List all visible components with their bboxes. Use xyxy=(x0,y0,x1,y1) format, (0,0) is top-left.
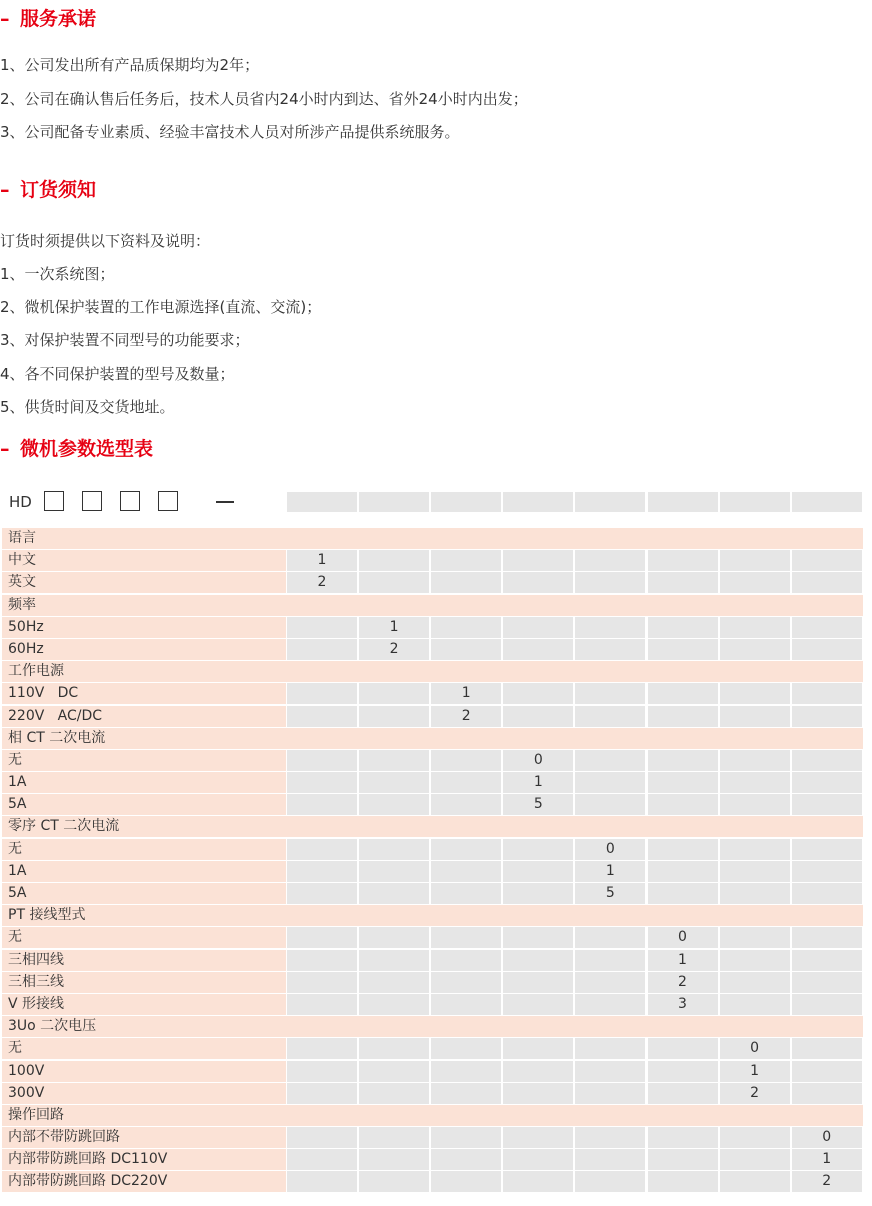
empty-cell xyxy=(503,950,573,971)
empty-cell xyxy=(287,639,357,660)
option-label: 内部带防跳回路 DC110V xyxy=(8,1151,168,1168)
option-code-cell: 1 xyxy=(503,772,573,793)
code-header-cell xyxy=(431,492,501,512)
order-line: 2、微机保护装置的工作电源选择(直流、交流)； xyxy=(0,298,322,316)
option-label-bg xyxy=(2,861,286,882)
option-label-bg xyxy=(2,772,286,793)
option-row xyxy=(2,617,863,638)
empty-cell xyxy=(720,839,790,860)
option-label: 50Hz xyxy=(8,618,44,635)
category-row xyxy=(2,816,863,837)
empty-cell xyxy=(575,1171,645,1192)
empty-cell xyxy=(503,994,573,1015)
option-label: 110V DC xyxy=(8,685,79,702)
option-code-cell: 2 xyxy=(359,639,429,660)
empty-cell xyxy=(359,1149,429,1170)
empty-cell xyxy=(431,839,501,860)
empty-cell xyxy=(720,1171,790,1192)
option-code-cell: 5 xyxy=(503,794,573,815)
empty-cell xyxy=(503,861,573,882)
empty-cell xyxy=(648,1127,718,1148)
option-code-cell: 2 xyxy=(431,706,501,727)
empty-cell xyxy=(575,750,645,771)
empty-cell xyxy=(431,1038,501,1059)
empty-cell xyxy=(503,883,573,904)
code-box-icon xyxy=(44,491,64,511)
empty-cell xyxy=(648,772,718,793)
empty-cell xyxy=(720,550,790,571)
empty-cell xyxy=(720,794,790,815)
option-label: 1A xyxy=(8,774,27,791)
category-label: 相 CT 二次电流 xyxy=(8,729,106,746)
empty-cell xyxy=(431,1149,501,1170)
empty-cell xyxy=(575,572,645,593)
option-label: 无 xyxy=(8,929,22,946)
empty-cell xyxy=(792,950,862,971)
empty-cell xyxy=(792,750,862,771)
code-box-icon xyxy=(158,491,178,511)
option-label: 无 xyxy=(8,751,22,768)
empty-cell xyxy=(720,1127,790,1148)
empty-cell xyxy=(648,617,718,638)
empty-cell xyxy=(792,794,862,815)
option-code-cell: 1 xyxy=(575,861,645,882)
option-label: 100V xyxy=(8,1062,45,1079)
section-title-text: 订货须知 xyxy=(20,179,97,201)
empty-cell xyxy=(287,1038,357,1059)
category-label: 3Uo 二次电压 xyxy=(8,1018,97,1035)
category-row xyxy=(2,728,863,749)
option-label: 中文 xyxy=(8,552,36,569)
option-row xyxy=(2,1171,863,1192)
empty-cell xyxy=(287,794,357,815)
option-code-cell: 1 xyxy=(359,617,429,638)
empty-cell xyxy=(431,617,501,638)
category-label: 频率 xyxy=(8,596,36,613)
option-code-cell: 1 xyxy=(720,1061,790,1082)
empty-cell xyxy=(792,1083,862,1104)
empty-cell xyxy=(359,750,429,771)
category-row xyxy=(2,1105,863,1126)
empty-cell xyxy=(648,683,718,704)
service-line: 1、公司发出所有产品质保期均为2年； xyxy=(0,56,260,74)
empty-cell xyxy=(431,950,501,971)
empty-cell xyxy=(431,572,501,593)
option-code-cell: 0 xyxy=(720,1038,790,1059)
empty-cell xyxy=(431,750,501,771)
option-row xyxy=(2,1038,863,1059)
empty-cell xyxy=(792,972,862,993)
section-title-text: 微机参数选型表 xyxy=(20,438,154,460)
empty-cell xyxy=(359,683,429,704)
option-label: 60Hz xyxy=(8,640,44,657)
option-label-bg xyxy=(2,927,286,948)
empty-cell xyxy=(287,1083,357,1104)
empty-cell xyxy=(431,550,501,571)
empty-cell xyxy=(431,883,501,904)
empty-cell xyxy=(359,994,429,1015)
empty-cell xyxy=(720,950,790,971)
code-header-cell xyxy=(503,492,573,512)
empty-cell xyxy=(503,639,573,660)
empty-cell xyxy=(575,994,645,1015)
empty-cell xyxy=(648,1149,718,1170)
empty-cell xyxy=(575,772,645,793)
code-header-cell xyxy=(287,492,357,512)
empty-cell xyxy=(648,639,718,660)
empty-cell xyxy=(359,861,429,882)
empty-cell xyxy=(792,1061,862,1082)
category-label: 零序 CT 二次电流 xyxy=(8,818,120,835)
empty-cell xyxy=(575,972,645,993)
empty-cell xyxy=(287,972,357,993)
empty-cell xyxy=(431,1083,501,1104)
title-dash-icon: – xyxy=(0,179,10,201)
option-label: 300V xyxy=(8,1084,45,1101)
empty-cell xyxy=(792,550,862,571)
empty-cell xyxy=(792,572,862,593)
option-row xyxy=(2,1149,863,1170)
option-row xyxy=(2,750,863,771)
empty-cell xyxy=(720,572,790,593)
empty-cell xyxy=(359,927,429,948)
category-row xyxy=(2,1016,863,1037)
empty-cell xyxy=(792,639,862,660)
option-code-cell: 0 xyxy=(648,927,718,948)
empty-cell xyxy=(359,1083,429,1104)
category-label: 操作回路 xyxy=(8,1106,64,1123)
empty-cell xyxy=(575,794,645,815)
empty-cell xyxy=(648,550,718,571)
empty-cell xyxy=(287,617,357,638)
empty-cell xyxy=(648,883,718,904)
empty-cell xyxy=(359,706,429,727)
empty-cell xyxy=(431,1061,501,1082)
option-label-bg xyxy=(2,572,286,593)
empty-cell xyxy=(431,794,501,815)
empty-cell xyxy=(359,794,429,815)
empty-cell xyxy=(359,1061,429,1082)
empty-cell xyxy=(575,706,645,727)
empty-cell xyxy=(720,750,790,771)
empty-cell xyxy=(359,972,429,993)
empty-cell xyxy=(792,839,862,860)
empty-cell xyxy=(503,572,573,593)
empty-cell xyxy=(648,839,718,860)
empty-cell xyxy=(720,972,790,993)
empty-cell xyxy=(287,927,357,948)
empty-cell xyxy=(503,1038,573,1059)
option-code-cell: 2 xyxy=(720,1083,790,1104)
empty-cell xyxy=(359,839,429,860)
option-code-cell: 0 xyxy=(792,1127,862,1148)
option-row xyxy=(2,550,863,571)
option-row xyxy=(2,639,863,660)
empty-cell xyxy=(720,772,790,793)
category-label: PT 接线型式 xyxy=(8,907,86,924)
option-row xyxy=(2,972,863,993)
empty-cell xyxy=(720,617,790,638)
empty-cell xyxy=(720,1149,790,1170)
option-label: 1A xyxy=(8,862,27,879)
option-label: 内部带防跳回路 DC220V xyxy=(8,1173,168,1190)
order-line: 5、供货时间及交货地址。 xyxy=(0,398,175,416)
empty-cell xyxy=(503,1171,573,1192)
option-code-cell: 3 xyxy=(648,994,718,1015)
empty-cell xyxy=(575,1083,645,1104)
empty-cell xyxy=(359,950,429,971)
option-row xyxy=(2,706,863,727)
model-code-prefix: HD xyxy=(9,493,32,511)
code-header-cell xyxy=(359,492,429,512)
service-line: 3、公司配备专业素质、经验丰富技术人员对所涉产品提供系统服务。 xyxy=(0,123,460,141)
empty-cell xyxy=(575,1127,645,1148)
option-label-bg xyxy=(2,1083,286,1104)
option-label-bg xyxy=(2,839,286,860)
option-row xyxy=(2,1083,863,1104)
option-row xyxy=(2,861,863,882)
title-dash-icon: – xyxy=(0,438,10,460)
empty-cell xyxy=(359,1127,429,1148)
code-header-cell xyxy=(648,492,718,512)
option-row xyxy=(2,883,863,904)
empty-cell xyxy=(503,550,573,571)
section-title-text: 服务承诺 xyxy=(20,8,97,30)
code-header-cell xyxy=(720,492,790,512)
title-dash-icon: – xyxy=(0,8,10,30)
empty-cell xyxy=(287,994,357,1015)
empty-cell xyxy=(431,972,501,993)
empty-cell xyxy=(287,839,357,860)
empty-cell xyxy=(287,1061,357,1082)
option-row xyxy=(2,950,863,971)
category-row xyxy=(2,528,863,549)
option-label: 无 xyxy=(8,840,22,857)
option-row xyxy=(2,572,863,593)
empty-cell xyxy=(359,772,429,793)
empty-cell xyxy=(287,706,357,727)
empty-cell xyxy=(287,861,357,882)
empty-cell xyxy=(431,772,501,793)
section-title-selection xyxy=(0,434,153,464)
category-row xyxy=(2,661,863,682)
empty-cell xyxy=(431,994,501,1015)
empty-cell xyxy=(431,639,501,660)
empty-cell xyxy=(575,550,645,571)
code-box-icon xyxy=(120,491,140,511)
option-code-cell: 1 xyxy=(287,550,357,571)
empty-cell xyxy=(503,683,573,704)
option-code-cell: 1 xyxy=(648,950,718,971)
empty-cell xyxy=(287,1149,357,1170)
option-row xyxy=(2,839,863,860)
option-row xyxy=(2,927,863,948)
option-code-cell: 1 xyxy=(431,683,501,704)
option-row xyxy=(2,794,863,815)
empty-cell xyxy=(575,1061,645,1082)
empty-cell xyxy=(648,1171,718,1192)
empty-cell xyxy=(575,1038,645,1059)
order-line: 1、一次系统图； xyxy=(0,265,115,283)
empty-cell xyxy=(287,1171,357,1192)
empty-cell xyxy=(792,772,862,793)
option-row xyxy=(2,772,863,793)
empty-cell xyxy=(575,927,645,948)
empty-cell xyxy=(503,706,573,727)
empty-cell xyxy=(503,839,573,860)
order-line: 4、各不同保护装置的型号及数量； xyxy=(0,365,235,383)
option-label: 英文 xyxy=(8,574,36,591)
order-line: 订货时须提供以下资料及说明： xyxy=(0,232,211,250)
empty-cell xyxy=(287,750,357,771)
empty-cell xyxy=(359,1038,429,1059)
option-code-cell: 2 xyxy=(792,1171,862,1192)
option-label: 5A xyxy=(8,885,27,901)
category-label: 工作电源 xyxy=(8,663,64,680)
empty-cell xyxy=(359,883,429,904)
option-label: 220V AC/DC xyxy=(8,707,103,724)
empty-cell xyxy=(575,1149,645,1170)
empty-cell xyxy=(792,994,862,1015)
empty-cell xyxy=(648,861,718,882)
empty-cell xyxy=(431,927,501,948)
empty-cell xyxy=(792,617,862,638)
option-label: 内部不带防跳回路 xyxy=(8,1129,120,1146)
order-line: 3、对保护装置不同型号的功能要求； xyxy=(0,331,250,349)
selection-table xyxy=(2,528,863,1194)
empty-cell xyxy=(575,950,645,971)
empty-cell xyxy=(720,927,790,948)
option-label-bg xyxy=(2,617,286,638)
empty-cell xyxy=(287,883,357,904)
empty-cell xyxy=(503,1127,573,1148)
option-label: 无 xyxy=(8,1040,22,1057)
empty-cell xyxy=(648,1038,718,1059)
option-label: V 形接线 xyxy=(8,995,65,1012)
option-code-cell: 0 xyxy=(503,750,573,771)
empty-cell xyxy=(575,617,645,638)
empty-cell xyxy=(720,861,790,882)
empty-cell xyxy=(792,683,862,704)
option-row xyxy=(2,683,863,704)
option-row xyxy=(2,994,863,1015)
option-code-cell: 2 xyxy=(287,572,357,593)
section-title-order xyxy=(0,175,96,205)
option-code-cell: 2 xyxy=(648,972,718,993)
empty-cell xyxy=(431,861,501,882)
empty-cell xyxy=(503,972,573,993)
category-label: 语言 xyxy=(8,530,36,546)
category-row xyxy=(2,905,863,926)
option-label-bg xyxy=(2,794,286,815)
empty-cell xyxy=(792,883,862,904)
empty-cell xyxy=(648,1061,718,1082)
model-code-row xyxy=(0,489,872,515)
empty-cell xyxy=(503,1083,573,1104)
empty-cell xyxy=(720,883,790,904)
empty-cell xyxy=(431,1171,501,1192)
empty-cell xyxy=(287,1127,357,1148)
code-dash-icon xyxy=(216,501,234,503)
option-row xyxy=(2,1061,863,1082)
empty-cell xyxy=(575,639,645,660)
option-code-cell: 1 xyxy=(792,1149,862,1170)
option-label-bg xyxy=(2,639,286,660)
option-label-bg xyxy=(2,883,286,904)
empty-cell xyxy=(431,1127,501,1148)
empty-cell xyxy=(720,994,790,1015)
empty-cell xyxy=(503,1149,573,1170)
empty-cell xyxy=(503,927,573,948)
empty-cell xyxy=(648,1083,718,1104)
option-label: 三相三线 xyxy=(8,973,64,990)
code-box-icon xyxy=(82,491,102,511)
option-label: 5A xyxy=(8,796,27,813)
category-row xyxy=(2,595,863,616)
empty-cell xyxy=(648,794,718,815)
option-row xyxy=(2,1127,863,1148)
option-label-bg xyxy=(2,550,286,571)
empty-cell xyxy=(287,683,357,704)
empty-cell xyxy=(792,706,862,727)
option-label: 三相四线 xyxy=(8,951,64,968)
empty-cell xyxy=(792,1038,862,1059)
option-label-bg xyxy=(2,1038,286,1059)
option-label-bg xyxy=(2,750,286,771)
empty-cell xyxy=(359,572,429,593)
service-line: 2、公司在确认售后任务后，技术人员省内24小时内到达、省外24小时内出发； xyxy=(0,90,528,108)
empty-cell xyxy=(503,617,573,638)
empty-cell xyxy=(648,572,718,593)
empty-cell xyxy=(720,639,790,660)
option-code-cell: 0 xyxy=(575,839,645,860)
empty-cell xyxy=(648,750,718,771)
empty-cell xyxy=(503,1061,573,1082)
section-title-service xyxy=(0,4,96,34)
empty-cell xyxy=(720,683,790,704)
empty-cell xyxy=(287,772,357,793)
code-header-cell xyxy=(792,492,862,512)
option-code-cell: 5 xyxy=(575,883,645,904)
empty-cell xyxy=(792,927,862,948)
empty-cell xyxy=(359,1171,429,1192)
empty-cell xyxy=(575,683,645,704)
option-label-bg xyxy=(2,1061,286,1082)
empty-cell xyxy=(359,550,429,571)
empty-cell xyxy=(720,706,790,727)
empty-cell xyxy=(648,706,718,727)
empty-cell xyxy=(287,950,357,971)
code-header-cell xyxy=(575,492,645,512)
empty-cell xyxy=(792,861,862,882)
